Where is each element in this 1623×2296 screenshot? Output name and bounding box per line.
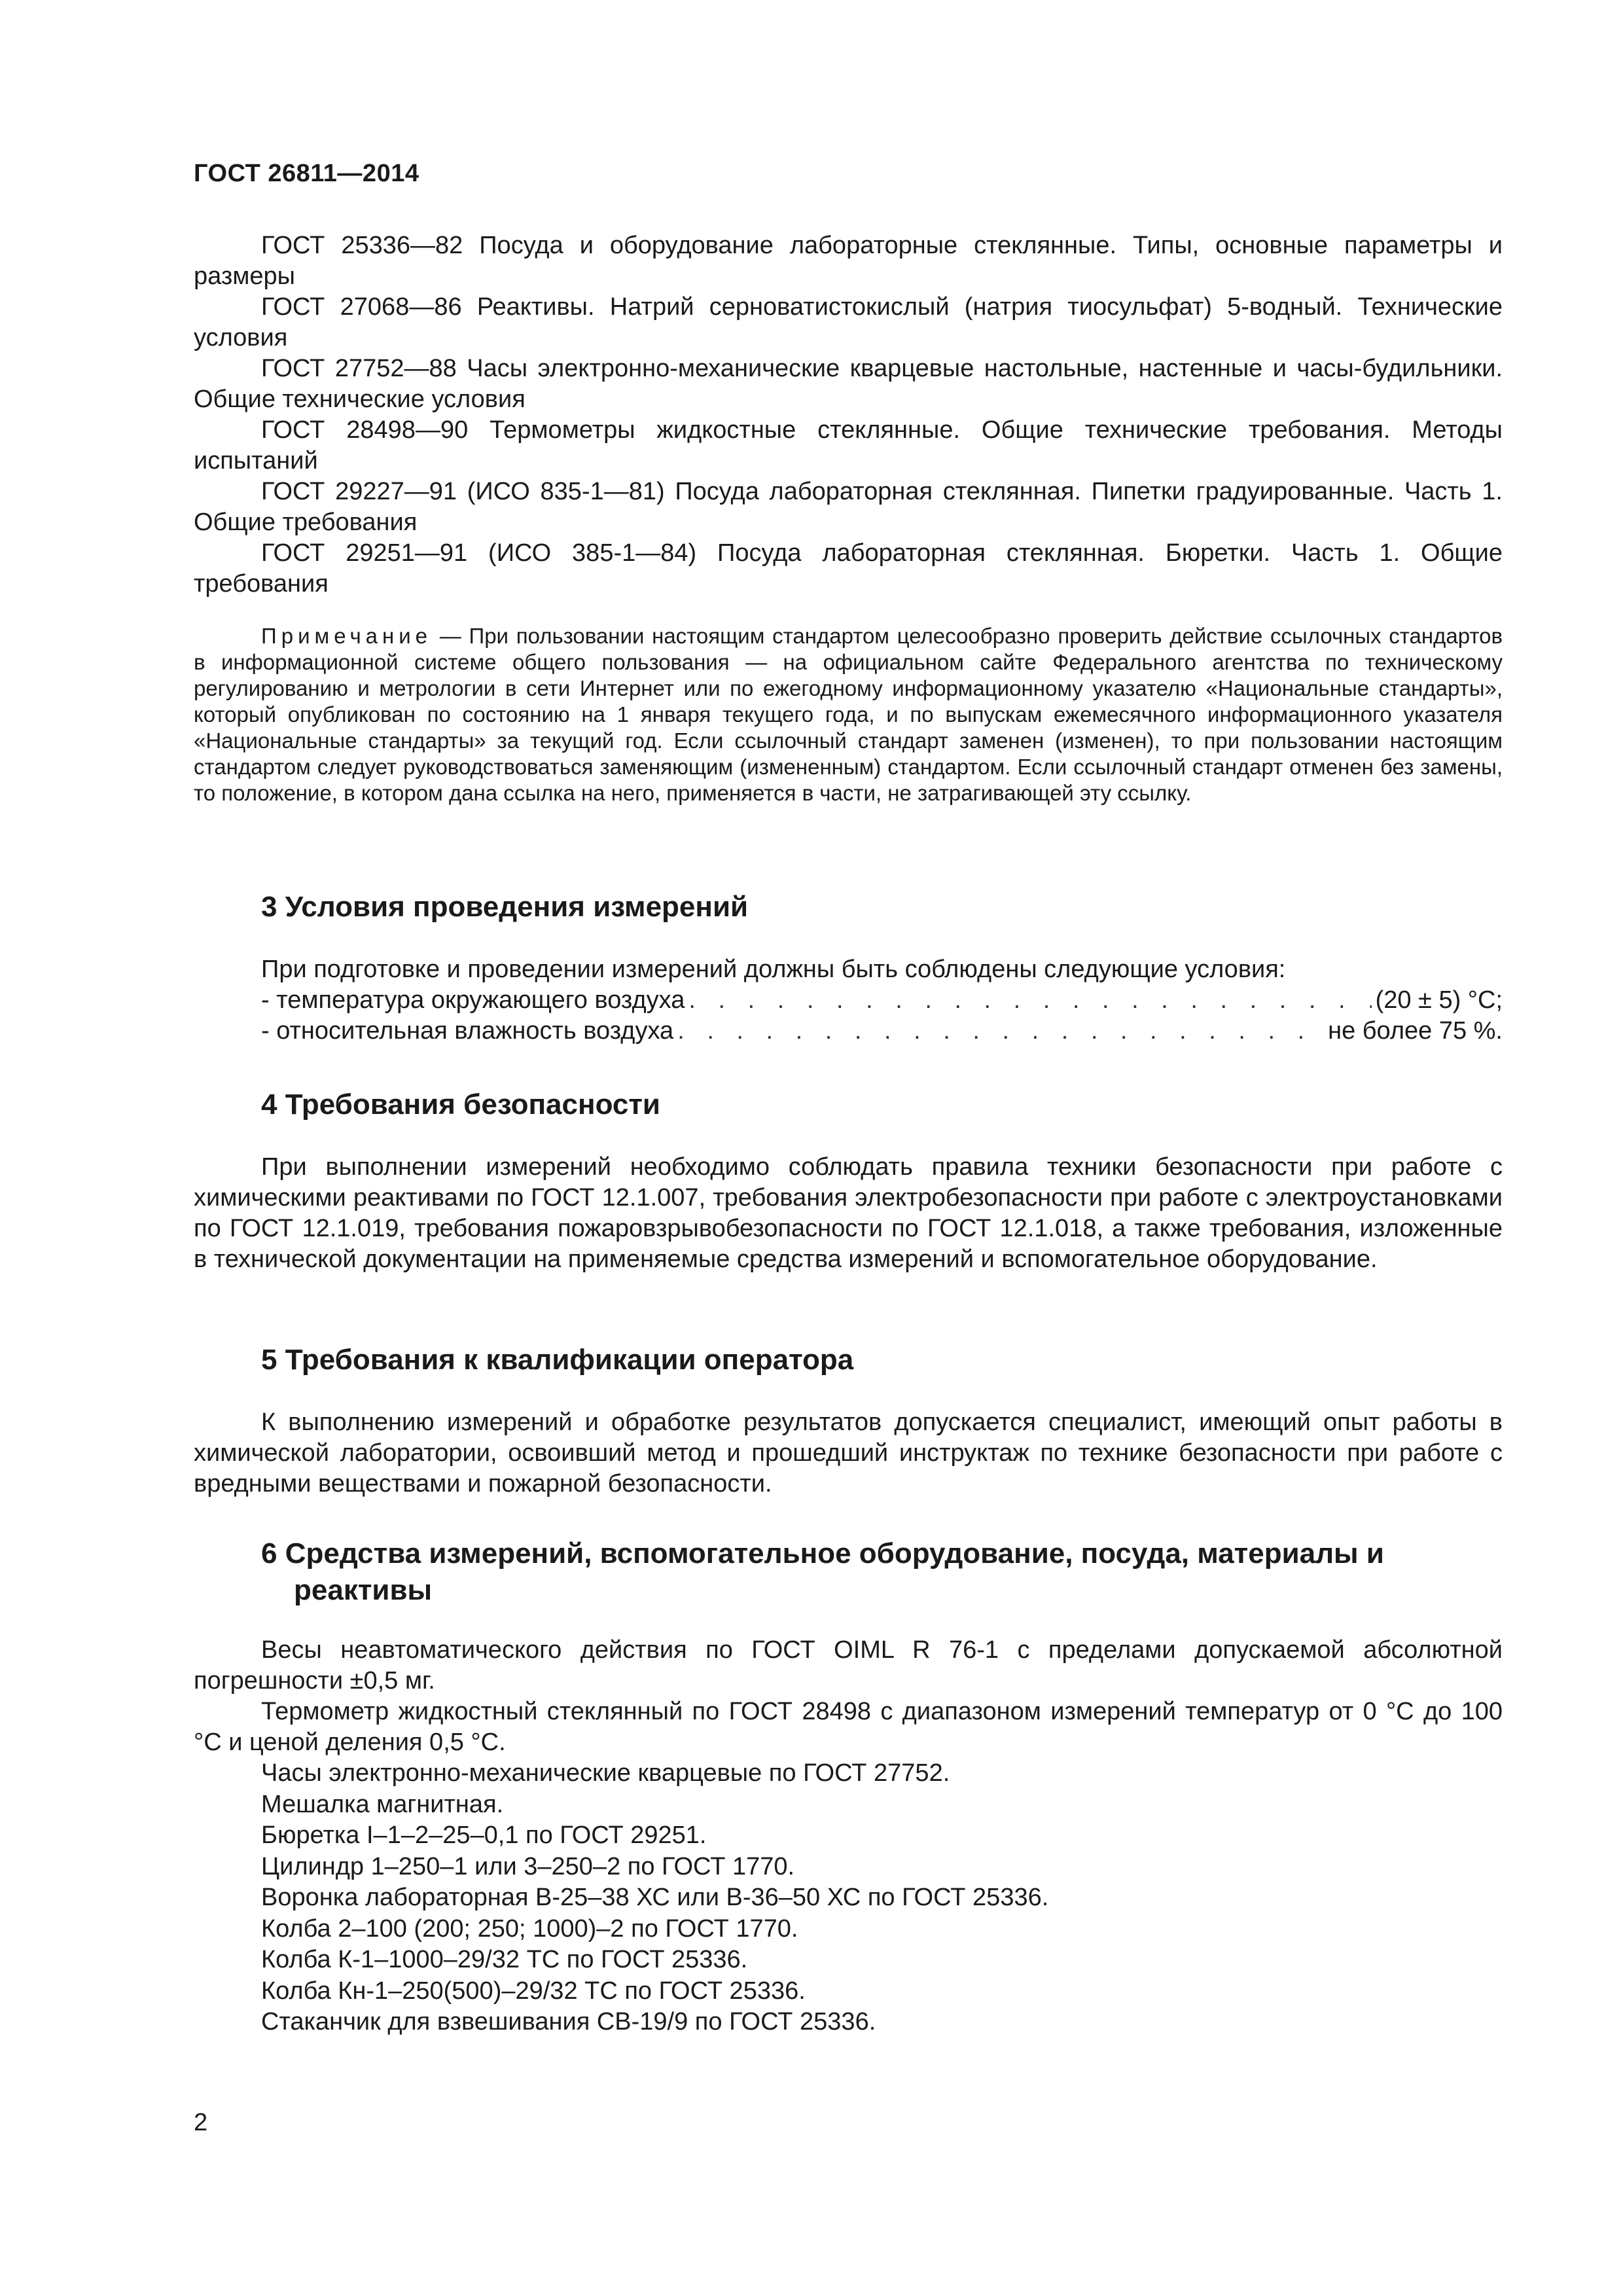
- note-text: — При пользовании настоящим стандартом целесообразно проверить действие ссылочных стандартов в информационной системе общего пользования — на официальном сайте Федерального агентства по техническому регулированию и метрологии в сети Интернет или по ежегодному информационному указателю «Национальные стандарты», который опубликован по состоянию на 1 января текущего года, и по выпускам ежемесячного информационного указателя «Национальные стандарты» за текущий год. Если ссылочный стандарт заменен (изменен), то при пользовании настоящим стандартом следует руководствоваться заменяющим (измененным) стандартом. Если ссылочный стандарт отменен без замены, то положение, в котором дана ссылка на него, применяется в части, не затрагивающей эту ссылку.: [194, 624, 1503, 805]
- page-number: 2: [194, 2109, 208, 2136]
- section-title: 4 Требования безопасности: [261, 1088, 660, 1121]
- section-title: 6 Средства измерений, вспомогательное оборудование, посуда, материалы и реактивы: [261, 1537, 1384, 1606]
- condition-value: не более 75 %.: [1328, 1017, 1503, 1045]
- section-6: [194, 1535, 1503, 2038]
- equipment-list: [194, 1758, 1503, 2038]
- reference-item: ГОСТ 27752—88 Часы электронно-механические кварцевые настольные, настенные и часы-будильники. Общие технические условия: [194, 355, 1503, 413]
- condition-temperature: [194, 985, 1503, 1016]
- list-item: Бюретка I–1–2–25–0,1 по ГОСТ 29251.: [261, 1821, 707, 1849]
- section-paragraph: При подготовке и проведении измерений должны быть соблюдены следующие условия:: [261, 956, 1286, 983]
- list-item: Воронка лабораторная В-25–38 ХС или В-36–50 ХС по ГОСТ 25336.: [261, 1884, 1049, 1911]
- list-item: Колба 2–100 (200; 250; 1000)–2 по ГОСТ 1770.: [261, 1914, 798, 1943]
- section-paragraph: Термометр жидкостный стеклянный по ГОСТ 28498 с диапазоном измерений температур от 0 °С до 100 °С и ценой деления 0,5 °С.: [194, 1698, 1503, 1756]
- section-5: [194, 1342, 1503, 1499]
- list-item: Мешалка магнитная.: [261, 1790, 504, 1818]
- section-4: [194, 1086, 1503, 1275]
- normative-references: [194, 230, 1503, 600]
- list-item: Цилиндр 1–250–1 или 3–250–2 по ГОСТ 1770.: [261, 1852, 795, 1880]
- list-item: Стаканчик для взвешивания СВ-19/9 по ГОСТ 25336.: [261, 2008, 876, 2036]
- section-paragraph: При выполнении измерений необходимо соблюдать правила техники безопасности при работе с химическими реактивами по ГОСТ 12.1.007, требования электробезопасности при работе с электроустановками по ГОСТ 12.1.019, требования пожаровзрывобезопасности по ГОСТ 12.1.018, а также требования, изложенные в технической документации на применяемые средства измерений и вспомогательное оборудование.: [194, 1153, 1503, 1273]
- reference-item: ГОСТ 29227—91 (ИСО 835-1—81) Посуда лабораторная стеклянная. Пипетки градуированные. Часть 1. Общие требования: [194, 478, 1503, 536]
- reference-item: ГОСТ 27068—86 Реактивы. Натрий серноватистокислый (натрия тиосульфат) 5-водный. Технические условия: [194, 293, 1503, 351]
- note-label: Примечание: [261, 624, 433, 648]
- condition-label: - температура окружающего воздуха: [261, 986, 685, 1014]
- document-header: ГОСТ 26811—2014: [194, 160, 419, 187]
- list-item: Часы электронно-механические кварцевые по ГОСТ 27752.: [261, 1759, 950, 1787]
- reference-item: ГОСТ 28498—90 Термометры жидкостные стеклянные. Общие технические требования. Методы испытаний: [194, 416, 1503, 475]
- section-title: 3 Условия проведения измерений: [261, 891, 749, 923]
- dot-leader: [688, 985, 1371, 1016]
- list-item: Колба К-1–1000–29/32 ТС по ГОСТ 25336.: [261, 1946, 748, 1973]
- reference-item: ГОСТ 29251—91 (ИСО 385-1—84) Посуда лабораторная стеклянная. Бюретки. Часть 1. Общие требования: [194, 539, 1503, 598]
- condition-label: - относительная влажность воздуха: [261, 1017, 674, 1045]
- section-3: [194, 889, 1503, 1047]
- section-title: 5 Требования к квалификации оператора: [261, 1344, 854, 1376]
- reference-item: ГОСТ 25336—82 Посуда и оборудование лабораторные стеклянные. Типы, основные параметры и размеры: [194, 232, 1503, 290]
- section-paragraph: Весы неавтоматического действия по ГОСТ OIML R 76-1 с пределами допускаемой абсолютной погрешности ±0,5 мг.: [194, 1636, 1503, 1695]
- list-item: Колба Кн-1–250(500)–29/32 ТС по ГОСТ 25336.: [261, 1977, 806, 2005]
- section-paragraph: К выполнению измерений и обработке результатов допускается специалист, имеющий опыт работы в химической лаборатории, освоивший метод и прошедший инструктаж по технике безопасности при работе с вредными веществами и пожарной безопасности.: [194, 1408, 1503, 1498]
- condition-value: (20 ± 5) °С;: [1375, 986, 1503, 1014]
- note-block: [194, 623, 1503, 806]
- dot-leader: [677, 1016, 1324, 1047]
- note-paragraph: [194, 623, 1503, 806]
- condition-humidity: [194, 1016, 1503, 1047]
